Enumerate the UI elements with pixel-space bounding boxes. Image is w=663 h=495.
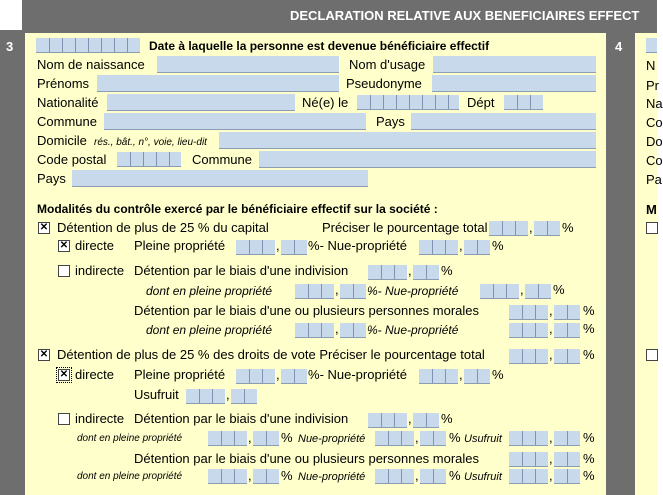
vote-checkbox[interactable] xyxy=(38,349,50,361)
capital-indivision-pleine-comma: , xyxy=(335,282,339,297)
vote-indirecte-checkbox[interactable] xyxy=(58,413,70,425)
capital-pleine-int[interactable] xyxy=(236,240,275,255)
capital-indivision-nue-dec[interactable] xyxy=(525,284,551,299)
vote-indivision-usufruit-dec[interactable] xyxy=(554,431,580,446)
pays2-label: Pays xyxy=(37,171,66,186)
prenoms-field[interactable] xyxy=(97,75,339,92)
vote-pleine-percent-nue: %- Nue-propriété xyxy=(308,367,407,382)
vote-total-comma: , xyxy=(549,347,553,362)
pays2-field[interactable] xyxy=(72,170,368,187)
right-letter-nationalite: Na xyxy=(646,96,663,111)
vote-indivision-comma: , xyxy=(408,411,412,426)
capital-checkbox[interactable] xyxy=(38,222,50,234)
vote-indivision-label: Détention par le biais d'une indivision xyxy=(134,411,349,426)
capital-indivision-percent: % xyxy=(441,263,453,278)
capital-indivision-pleine-dec[interactable] xyxy=(340,284,366,299)
vote-usufruit-label: Usufruit xyxy=(134,387,179,402)
pseudonyme-field[interactable] xyxy=(432,75,596,92)
capital-morales-pleine-dec[interactable] xyxy=(340,323,366,338)
vote-total-int[interactable] xyxy=(509,349,548,364)
capital-total-comma: , xyxy=(529,220,533,235)
vote-pleine-int[interactable] xyxy=(236,369,275,384)
vote-indivision-nue-percent: % xyxy=(449,430,461,445)
vote-morales-usufruit-label: Usufruit xyxy=(464,471,502,483)
right-letter-commune: Co xyxy=(646,115,663,130)
vote-indivision-pleine-comma: , xyxy=(248,430,252,445)
vote-directe-label: directe xyxy=(75,367,115,382)
commune2-label: Commune xyxy=(192,152,252,167)
vote-indivision-nue-comma: , xyxy=(415,430,419,445)
domicile-label: Domicile xyxy=(37,133,87,148)
capital-total-dec[interactable] xyxy=(534,221,560,236)
pays-label: Pays xyxy=(376,114,405,129)
capital-pleine-comma: , xyxy=(276,238,280,253)
capital-morales-comma: , xyxy=(549,303,553,318)
code-postal-field[interactable] xyxy=(117,152,181,167)
vote-indivision-usufruit-label: Usufruit xyxy=(464,433,502,445)
vote-morales-nue-comma: , xyxy=(415,468,419,483)
vote-total-dec[interactable] xyxy=(554,349,580,364)
commune-label: Commune xyxy=(37,114,97,129)
vote-label: Détention de plus de 25 % des droits de vote Préciser le pourcentage total xyxy=(57,347,485,362)
vote-indivision-usufruit-comma: , xyxy=(549,430,553,445)
prenoms-label: Prénoms xyxy=(37,76,90,91)
right-letter-modalites: M xyxy=(646,202,657,217)
vote-morales-nue-percent: % xyxy=(449,468,461,483)
capital-indivision-pleine-int[interactable] xyxy=(295,284,334,299)
vote-indivision-nue-label: Nue-propriété xyxy=(298,433,366,445)
right-date-field[interactable] xyxy=(646,38,657,53)
date-beneficiaire-label: Date à laquelle la personne est devenue bénéficiaire effectif xyxy=(149,39,490,53)
section-number-4: 4 xyxy=(615,39,623,54)
vote-morales-dont-label: dont en pleine propriété xyxy=(77,471,183,482)
capital-indivision-dont-label: dont en pleine propriété xyxy=(146,284,273,298)
vote-indivision-nue-dec[interactable] xyxy=(420,431,446,446)
vote-morales-percent: % xyxy=(583,451,595,466)
vote-morales-dec[interactable] xyxy=(554,452,580,467)
vote-morales-pleine-percent: % xyxy=(281,468,293,483)
commune-field[interactable] xyxy=(104,113,366,130)
vote-indivision-usufruit-percent: % xyxy=(583,430,595,445)
vote-morales-nue-label: Nue-propriété xyxy=(298,471,366,483)
vote-indivision-dec[interactable] xyxy=(413,413,439,428)
capital-indivision-label: Détention par le biais d'une indivision xyxy=(134,263,349,278)
domicile-hint: rés., bât., n°, voie, lieu-dit xyxy=(94,137,207,148)
capital-morales-percent-nue: %- Nue-propriété xyxy=(367,323,459,337)
dept-field[interactable] xyxy=(504,95,543,110)
domicile-field[interactable] xyxy=(219,132,596,149)
capital-indivision-nue-percent: % xyxy=(553,282,565,297)
capital-indivision-dec[interactable] xyxy=(413,265,439,280)
vote-morales-pleine-comma: , xyxy=(248,468,252,483)
vote-usufruit-dec[interactable] xyxy=(231,389,257,404)
capital-indirecte-checkbox[interactable] xyxy=(58,265,70,277)
nationalite-field[interactable] xyxy=(107,94,295,111)
capital-preciser-label: Préciser le pourcentage total xyxy=(322,220,488,235)
capital-indirecte-label: indirecte xyxy=(75,263,125,278)
nom-naissance-label: Nom de naissance xyxy=(37,57,145,72)
vote-indivision-pleine-int[interactable] xyxy=(208,431,247,446)
pseudonyme-label: Pseudonyme xyxy=(346,76,422,91)
pays-field[interactable] xyxy=(411,113,596,130)
date-beneficiaire-field[interactable] xyxy=(36,38,140,53)
capital-morales-percent: % xyxy=(583,303,595,318)
vote-indivision-dont-label: dont en pleine propriété xyxy=(77,433,183,444)
vote-nue-percent: % xyxy=(492,367,504,382)
nom-naissance-field[interactable] xyxy=(157,56,339,73)
vote-indivision-usufruit-int[interactable] xyxy=(509,431,548,446)
vote-indivision-percent: % xyxy=(441,411,453,426)
capital-morales-nue-comma: , xyxy=(549,321,553,336)
capital-morales-pleine-int[interactable] xyxy=(295,323,334,338)
vote-indivision-int[interactable] xyxy=(368,413,407,428)
vote-morales-label: Détention par le biais d'une ou plusieurs personnes morales xyxy=(134,451,480,466)
right-letter-pays: Pa xyxy=(646,172,662,187)
capital-morales-nue-dec[interactable] xyxy=(554,323,580,338)
vote-usufruit-comma: , xyxy=(226,387,230,402)
capital-pleine-percent-nue: %- Nue-propriété xyxy=(308,238,407,253)
capital-morales-nue-percent: % xyxy=(583,321,595,336)
vote-pleine-comma: , xyxy=(276,367,280,382)
code-postal-label: Code postal xyxy=(37,152,107,167)
capital-morales-nue-int[interactable] xyxy=(509,323,548,338)
vote-indivision-nue-int[interactable] xyxy=(375,431,414,446)
right-letter-domicile: Do xyxy=(646,134,663,149)
capital-morales-dont-label: dont en pleine propriété xyxy=(146,323,273,337)
vote-morales-pleine-dec[interactable] xyxy=(253,469,279,484)
dept-label: Dépt xyxy=(467,95,495,110)
vote-pleine-dec[interactable] xyxy=(281,369,307,384)
capital-label: Détention de plus de 25 % du capital xyxy=(57,220,269,235)
vote-usufruit-int[interactable] xyxy=(186,389,225,404)
vote-pleine-label: Pleine propriété xyxy=(134,367,226,382)
capital-morales-label: Détention par le biais d'une ou plusieurs personnes morales xyxy=(134,303,480,318)
capital-morales-dec[interactable] xyxy=(554,305,580,320)
capital-nue-comma: , xyxy=(459,238,463,253)
vote-nue-comma: , xyxy=(459,367,463,382)
right-letter-prenoms: Pr xyxy=(646,78,659,93)
vote-indivision-pleine-percent: % xyxy=(281,430,293,445)
capital-nue-percent: % xyxy=(492,238,504,253)
vote-nue-dec[interactable] xyxy=(464,369,490,384)
capital-directe-checkbox[interactable] xyxy=(58,240,70,252)
capital-indivision-percent-nue: %- Nue-propriété xyxy=(367,284,459,298)
capital-nue-int[interactable] xyxy=(419,240,458,255)
capital-pleine-dec[interactable] xyxy=(281,240,307,255)
capital-indivision-comma: , xyxy=(408,263,412,278)
capital-morales-int[interactable] xyxy=(509,305,548,320)
vote-total-percent: % xyxy=(583,347,595,362)
nom-usage-label: Nom d'usage xyxy=(349,57,426,72)
vote-morales-usufruit-int[interactable] xyxy=(509,469,548,484)
vote-morales-comma: , xyxy=(549,451,553,466)
right-checkbox-capital[interactable] xyxy=(646,222,658,234)
vote-morales-usufruit-percent: % xyxy=(583,468,595,483)
capital-indivision-nue-int[interactable] xyxy=(480,284,519,299)
nationalite-label: Nationalité xyxy=(37,95,99,110)
capital-directe-label: directe xyxy=(75,238,115,253)
capital-indivision-nue-comma: , xyxy=(520,282,524,297)
vote-morales-pleine-int[interactable] xyxy=(208,469,247,484)
vote-morales-nue-int[interactable] xyxy=(375,469,414,484)
nom-usage-field[interactable] xyxy=(433,56,596,73)
right-checkbox-vote[interactable] xyxy=(646,349,658,361)
ne-le-label: Né(e) le xyxy=(302,95,349,110)
capital-indivision-int[interactable] xyxy=(368,265,407,280)
capital-total-percent: % xyxy=(562,220,574,235)
header-title: DECLARATION RELATIVE AUX BENEFICIAIRES EFFECT xyxy=(290,8,640,23)
vote-morales-int[interactable] xyxy=(509,452,548,467)
vote-indivision-pleine-dec[interactable] xyxy=(253,431,279,446)
capital-pleine-label: Pleine propriété xyxy=(134,238,226,253)
modalites-heading: Modalités du contrôle exercé par le bénéficiaire effectif sur la société : xyxy=(37,202,438,216)
vote-morales-usufruit-dec[interactable] xyxy=(554,469,580,484)
vote-morales-nue-dec[interactable] xyxy=(420,469,446,484)
capital-morales-pleine-comma: , xyxy=(335,321,339,336)
vote-nue-int[interactable] xyxy=(419,369,458,384)
vote-morales-usufruit-comma: , xyxy=(549,468,553,483)
header-white-block xyxy=(0,0,22,30)
capital-nue-dec[interactable] xyxy=(464,240,490,255)
right-letter-nom: N xyxy=(646,58,656,73)
section-number-3: 3 xyxy=(6,39,14,54)
commune2-field[interactable] xyxy=(259,151,596,168)
vote-indirecte-label: indirecte xyxy=(75,411,125,426)
capital-total-int[interactable] xyxy=(489,221,528,236)
vote-directe-checkbox[interactable] xyxy=(58,369,70,381)
right-letter-code-postal: Co xyxy=(646,153,663,168)
date-naissance-field[interactable] xyxy=(357,95,459,110)
